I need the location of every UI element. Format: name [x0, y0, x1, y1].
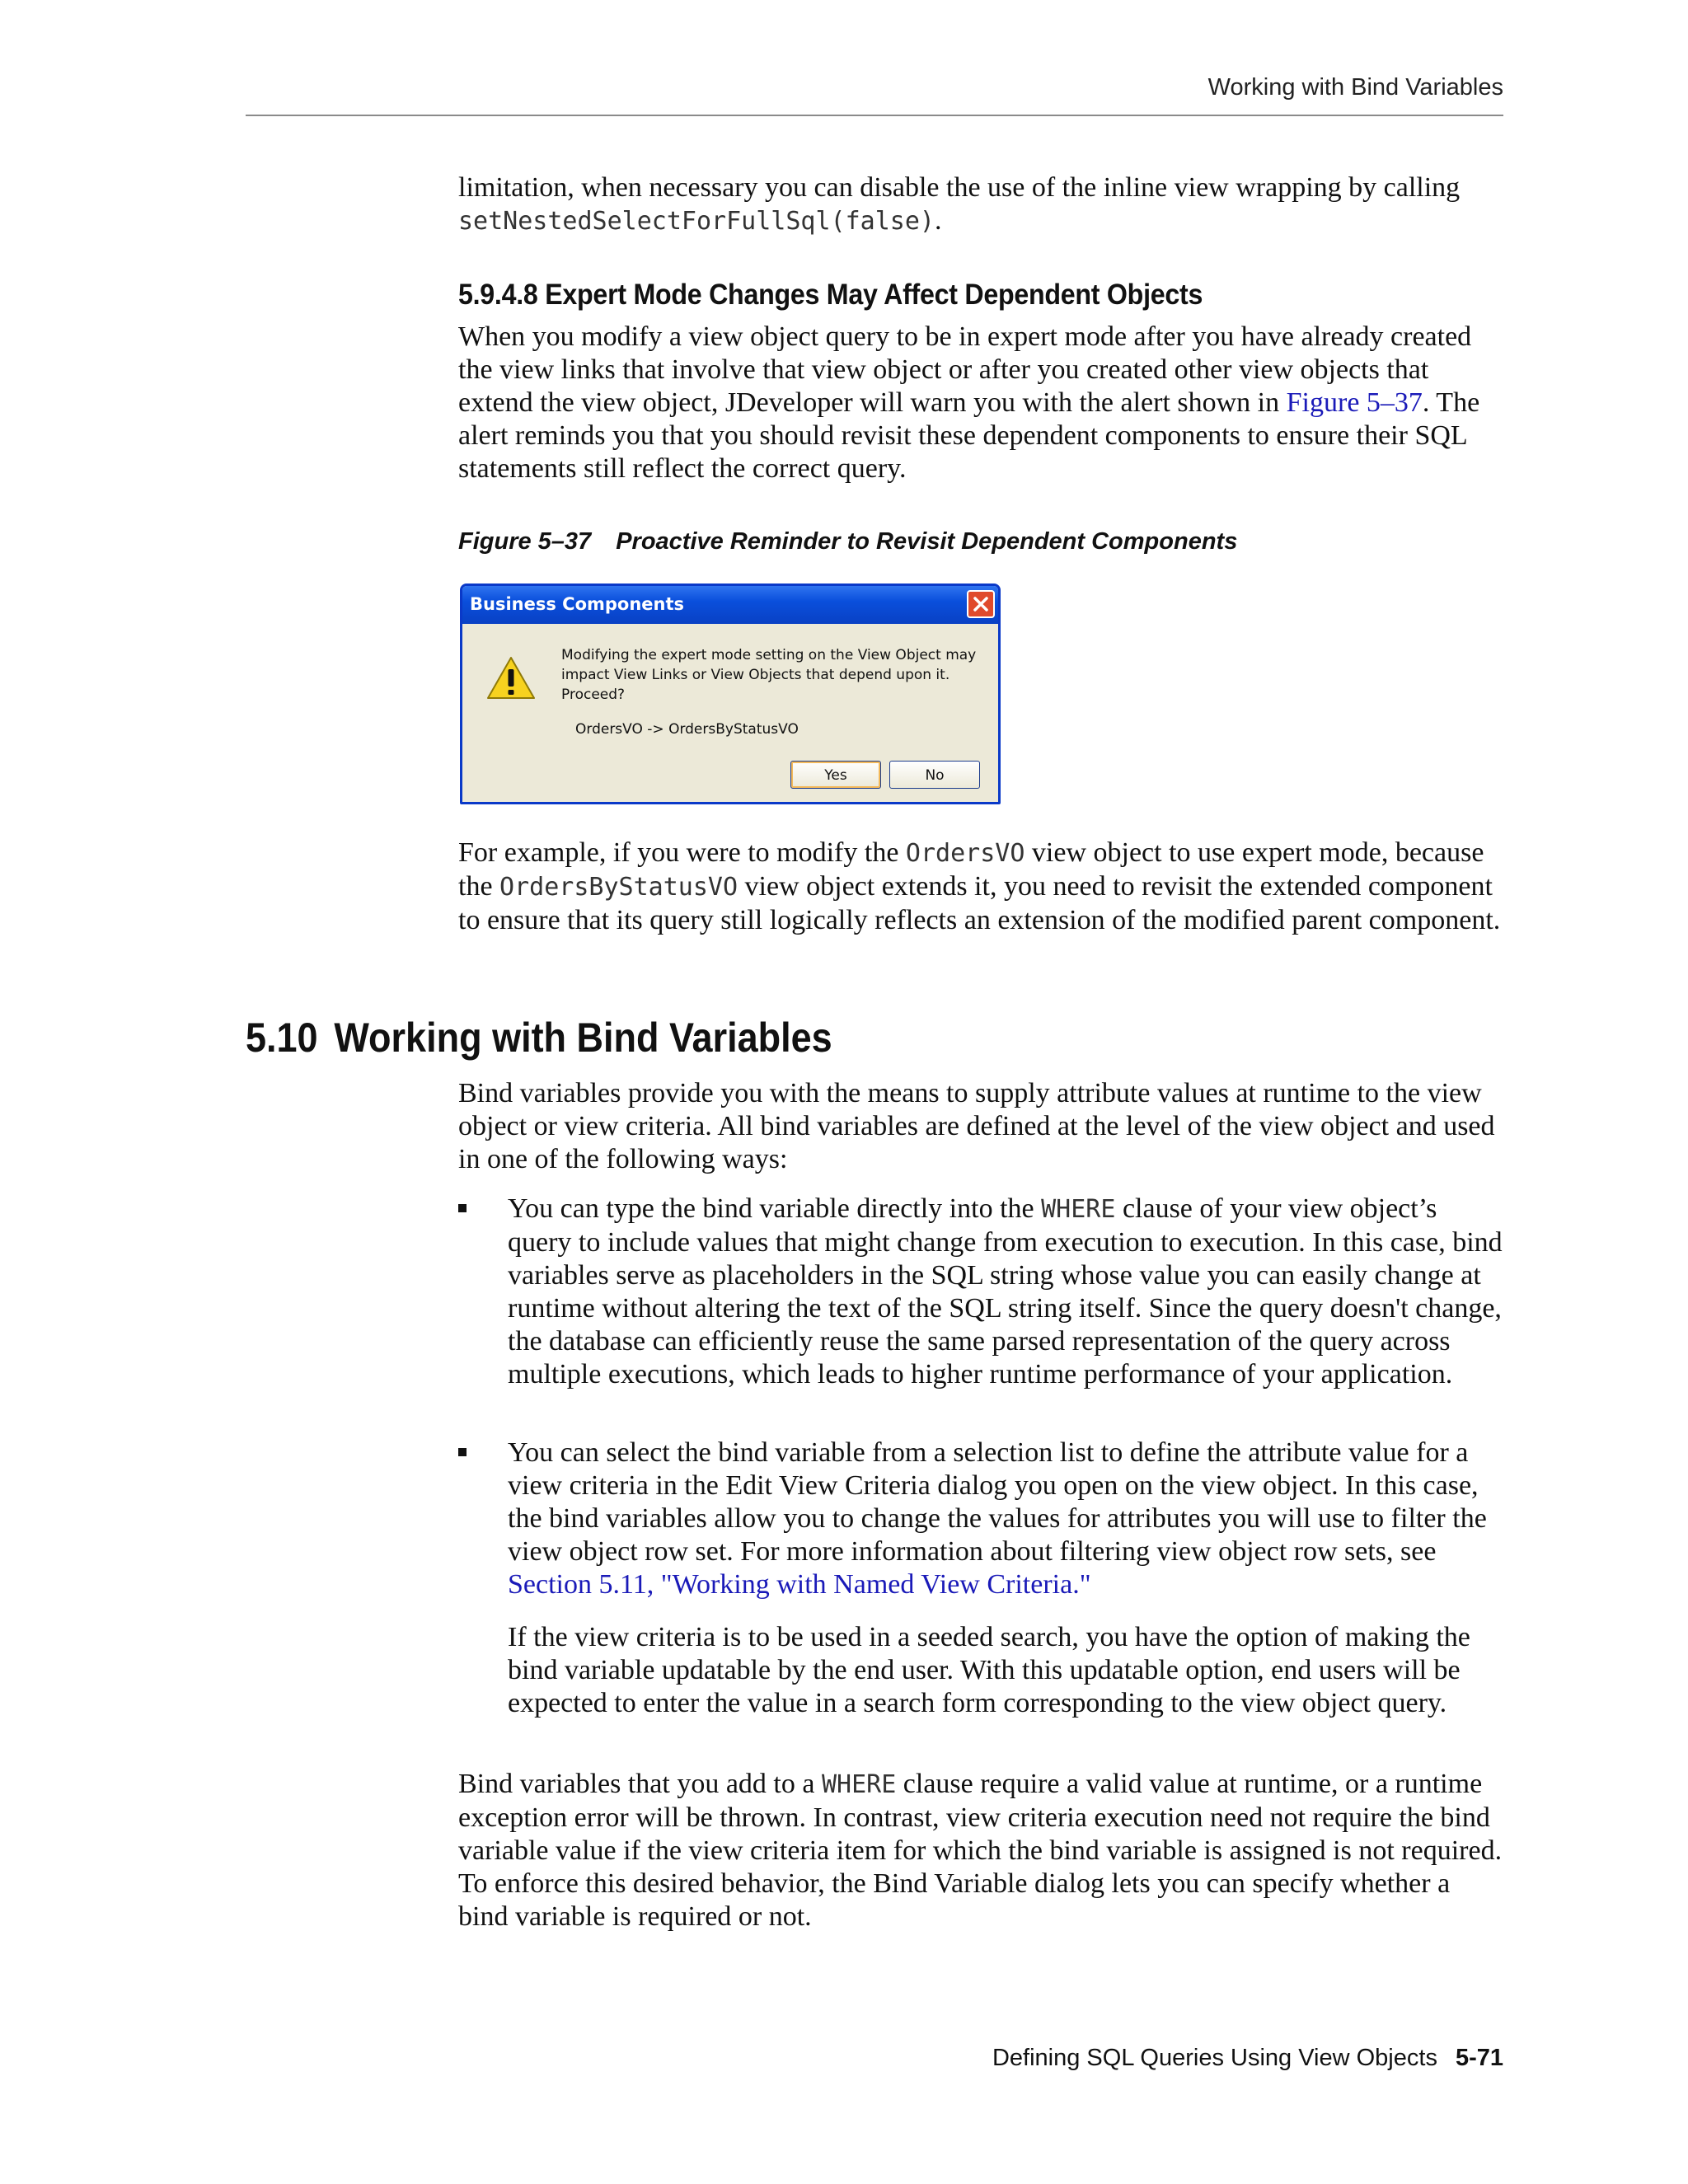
- expert-text: When you modify a view object query to be in expert mode after you have already created the view links that involve that view object or after you created other view objects that extend the view object, JDeveloper will warn you with the alert shown in: [458, 321, 1472, 418]
- bullet-text: You can select the bind variable from a selection list to define the attribute value for a view criteria in the Edit View Criteria dialog you open on the view object. In this case, the bind variables allow you to change the values for attributes you will use to filter the view object row set. For more information about filtering view object row sets, see: [508, 1437, 1487, 1567]
- seeded-search-text: If the view criteria is to be used in a seeded search, you have the option of making the bind variable updatable by the end user. With this updatable option, end users will be expected to enter the value in a search form corresponding to the view object query.: [508, 1622, 1470, 1718]
- intro-paragraph: [458, 171, 1505, 238]
- page-number: 5-71: [1455, 2045, 1503, 2071]
- no-button[interactable]: No: [889, 761, 980, 789]
- bullet-text: You can type the bind variable directly into the: [508, 1193, 1042, 1224]
- dialog-message-line: Proceed?: [561, 687, 626, 703]
- example-text: For example, if you were to modify the: [458, 837, 906, 868]
- required-paragraph: [458, 1768, 1505, 1933]
- footer-title: Defining SQL Queries Using View Objects: [992, 2045, 1437, 2071]
- expert-mode-paragraph: [458, 321, 1505, 485]
- section-heading: [246, 1014, 832, 1062]
- bullet-marker: [458, 1204, 467, 1212]
- example-paragraph: [458, 837, 1505, 937]
- seeded-search-paragraph: [508, 1621, 1505, 1720]
- list-item: [458, 1436, 1505, 1601]
- required-text: Bind variables that you add to a: [458, 1769, 822, 1799]
- intro-text: limitation, when necessary you can disable the use of the inline view wrapping by calling: [458, 172, 1461, 203]
- dialog-title: Business Components: [470, 594, 685, 614]
- close-button[interactable]: [967, 590, 995, 618]
- dialog-message: [561, 645, 982, 705]
- figure-number: Figure 5–37: [458, 528, 592, 555]
- required-text: clause require a valid value at runtime, or a runtime exception error will be thrown. In contrast, view criteria execution need not require the bind variable value if the view criteria item for which the bind variable is assigned is not required. To enforce this desired behavior, the Bind Variable dialog lets you can specify whether a bind variable is required or not.: [458, 1769, 1503, 1932]
- header-rule: [246, 115, 1503, 116]
- dialog-titlebar[interactable]: [462, 586, 998, 624]
- example-code: OrdersByStatusVO: [499, 873, 738, 902]
- list-item: [458, 1193, 1505, 1391]
- dialog-message-line: impact View Links or View Objects that depend upon it.: [561, 667, 950, 683]
- subsection-heading: 5.9.4.8 Expert Mode Changes May Affect Dependent Objects: [458, 279, 1203, 311]
- intro-text-end: .: [934, 205, 942, 236]
- yes-button[interactable]: Yes: [790, 761, 881, 789]
- figure-link[interactable]: Figure 5–37: [1286, 387, 1423, 418]
- bullet-text: clause of your view object’s query to include values that might change from execution to execution. In this case, bind variables serve as placeholders in the SQL string whose value you can easily change at runtime without altering the text of the SQL string itself. Since the query doesn't change, the database can efficiently reuse the same parsed representation of the query across multiple executions, which leads to higher runtime performance of your application.: [508, 1193, 1503, 1390]
- example-text: view object extends it, you need to revisit the extended component to ensure that its query still logically reflects an extension of the modified parent component.: [458, 871, 1501, 935]
- bind-intro-text: Bind variables provide you with the means to supply attribute values at runtime to the view object or view criteria. All bind variables are defined at the level of the view object and used in one of the following ways:: [458, 1078, 1495, 1174]
- running-head: Working with Bind Variables: [1207, 74, 1503, 101]
- dialog-message-line: Modifying the expert mode setting on the View Object may: [561, 647, 977, 663]
- bind-intro-paragraph: [458, 1077, 1505, 1176]
- section-link[interactable]: Section 5.11, "Working with Named View Criteria.": [508, 1569, 1091, 1600]
- example-code: OrdersVO: [905, 839, 1025, 868]
- bullet-code: WHERE: [1041, 1195, 1116, 1224]
- section-title: Working with Bind Variables: [334, 1015, 832, 1061]
- close-icon: [973, 597, 988, 612]
- warning-icon: [485, 655, 537, 701]
- page-footer: [992, 2045, 1503, 2072]
- figure-title: Proactive Reminder to Revisit Dependent Components: [616, 528, 1238, 555]
- intro-code: setNestedSelectForFullSql(false): [458, 207, 935, 236]
- example-text: view object to use expert mode, because the: [458, 837, 1484, 902]
- section-number: 5.10: [246, 1015, 318, 1061]
- bullet-marker: [458, 1448, 467, 1456]
- dialog-path-text: OrdersVO -> OrdersByStatusVO: [575, 721, 799, 738]
- required-code: WHERE: [821, 1770, 897, 1799]
- expert-text-end: . The alert reminds you that you should revisit these dependent components to ensure their SQL statements still reflect the correct query.: [458, 387, 1480, 484]
- figure-caption: [458, 528, 1237, 555]
- business-components-dialog: [460, 583, 1001, 804]
